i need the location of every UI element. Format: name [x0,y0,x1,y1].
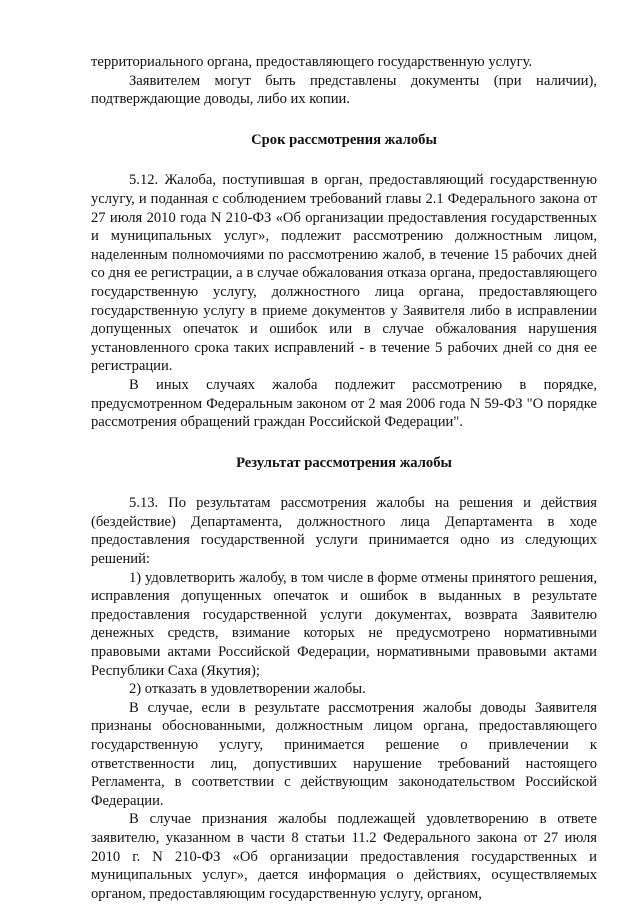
paragraph-5-12: 5.12. Жалоба, поступившая в орган, предоставляющий государственную услугу, и поданная с соблюдением требований главы 2.1 Федерального закона от 27 июля 2010 года N 210-ФЗ «Об организации предоставления государственных и муниципальных услуг», подлежит рассмотрению должностным лицом, наделенным полномочиями по рассмотрению жалоб, в течение 15 рабочих дней со дня ее регистрации, а в случае обжалования отказа органа, предоставляющего государственную услугу, должностного лица органа, предоставляющего государственную услугу в приеме документов у Заявителя либо в исправлении допущенных опечаток и ошибок или в случае обжалования нарушения установленного срока таких исправлений - в течение 5 рабочих дней со дня ее регистрации. [91,172,597,375]
heading-review-result: Результат рассмотрения жалобы [236,454,452,471]
paragraph-decision-2: 2) отказать в удовлетворении жалобы. [129,681,366,698]
paragraph-satisfaction: В случае признания жалобы подлежащей удовлетворению в ответе заявителю, указанном в части 8 статьи 11.2 Федерального закона от 27 июля 2010 г. N 210-ФЗ «Об организации предоставления государственных и муниципальных услуг», дается информация о действиях, осуществляемых органом, предоставляющим государственную услугу, органом, [91,811,597,902]
paragraph-continuation: территориального органа, предоставляющего государственную услугу. [91,54,533,70]
document-page [91,53,597,903]
paragraph-other-cases: В иных случаях жалоба подлежит рассмотрению в порядке, предусмотренном Федеральным законом от 2 мая 2006 года N 59-ФЗ "О порядке рассмотрения обращений граждан Российской Федерации". [91,376,597,431]
paragraph-decision-1: 1) удовлетворить жалобу, в том числе в форме отмены принятого решения, исправления допущенных опечаток и ошибок в выданных в результате предоставления государственной услуги документах, возврата Заявителю денежных средств, взимание которых не предусмотрено нормативными правовыми актами Российской Федерации, нормативными правовыми актами Республики Саха (Якутия); [91,569,597,679]
paragraph-documents: Заявителем могут быть представлены документы (при наличии), подтверждающие доводы, либо их копии. [91,72,597,108]
paragraph-5-13: 5.13. По результатам рассмотрения жалобы на решения и действия (бездействие) Департамента, должностного лица Департамента в ходе предоставления государственной услуги принимается одно из следующих решений: [91,495,597,568]
paragraph-justified: В случае, если в результате рассмотрения жалобы доводы Заявителя признаны обоснованными, должностным лицом органа, предоставляющего государственную услугу, принимается решение о привлечении к ответственности лиц, допустивших нарушение требований настоящего Регламента, в соответствии с действующим законодательством Российской Федерации. [91,699,597,809]
heading-review-period: Срок рассмотрения жалобы [251,131,437,148]
